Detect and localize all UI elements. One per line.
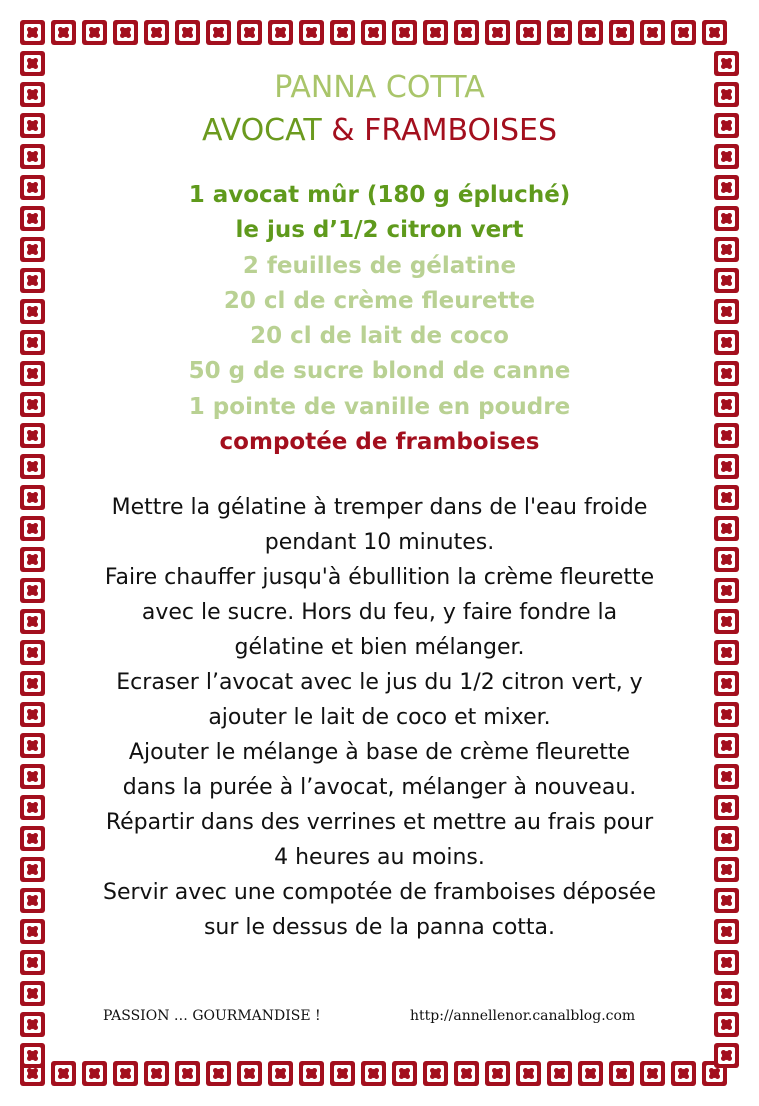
clover-tile-icon	[714, 1012, 739, 1037]
clover-tile-icon	[714, 237, 739, 262]
method-line: Servir avec une compotée de framboises déposée	[103, 880, 656, 905]
clover-tile-icon	[20, 454, 45, 479]
clover-tile-icon	[175, 20, 200, 45]
clover-tile-icon	[20, 392, 45, 417]
title-ampersand: &	[331, 113, 355, 148]
clover-tile-icon	[299, 1061, 324, 1086]
clover-tile-icon	[392, 20, 417, 45]
clover-tile-icon	[714, 330, 739, 355]
clover-tile-icon	[714, 857, 739, 882]
method-line: ajouter le lait de coco et mixer.	[208, 705, 551, 730]
clover-tile-icon	[20, 51, 45, 76]
clover-tile-icon	[20, 826, 45, 851]
clover-tile-icon	[714, 795, 739, 820]
ingredient-item: 20 cl de lait de coco	[250, 323, 509, 350]
clover-tile-icon	[20, 733, 45, 758]
clover-tile-icon	[20, 857, 45, 882]
clover-tile-icon	[20, 640, 45, 665]
clover-tile-icon	[206, 20, 231, 45]
clover-tile-icon	[714, 764, 739, 789]
ingredient-item: 50 g de sucre blond de canne	[188, 358, 571, 385]
clover-tile-icon	[714, 423, 739, 448]
clover-tile-icon	[237, 20, 262, 45]
clover-tile-icon	[113, 1061, 138, 1086]
clover-tile-icon	[714, 485, 739, 510]
clover-tile-icon	[423, 20, 448, 45]
clover-tile-icon	[20, 1012, 45, 1037]
clover-tile-icon	[714, 609, 739, 634]
clover-tile-icon	[714, 113, 739, 138]
method-line: pendant 10 minutes.	[264, 530, 495, 555]
clover-tile-icon	[640, 1061, 665, 1086]
footer-url: http://annellenor.canalblog.com	[410, 1008, 636, 1024]
clover-tile-icon	[20, 175, 45, 200]
ingredient-item: 1 avocat mûr (180 g épluché)	[188, 182, 571, 208]
clover-tile-icon	[547, 1061, 572, 1086]
clover-tile-icon	[714, 268, 739, 293]
ingredient-item: 2 feuilles de gélatine	[242, 252, 517, 279]
method-line: Ajouter le mélange à base de crème fleurette	[128, 740, 631, 765]
clover-tile-icon	[714, 547, 739, 572]
clover-tile-icon	[714, 516, 739, 541]
clover-tile-icon	[330, 20, 355, 45]
clover-tile-icon	[392, 1061, 417, 1086]
clover-tile-icon	[361, 1061, 386, 1086]
clover-tile-icon	[20, 1043, 45, 1068]
clover-tile-icon	[714, 1043, 739, 1068]
clover-tile-icon	[361, 20, 386, 45]
clover-tile-icon	[20, 950, 45, 975]
clover-tile-icon	[640, 20, 665, 45]
clover-tile-icon	[20, 702, 45, 727]
clover-tile-icon	[20, 919, 45, 944]
clover-tile-icon	[609, 1061, 634, 1086]
ingredient-item: 1 pointe de vanille en poudre	[188, 393, 571, 420]
clover-tile-icon	[714, 51, 739, 76]
clover-tile-icon	[51, 1061, 76, 1086]
clover-tile-icon	[714, 361, 739, 386]
clover-tile-icon	[714, 702, 739, 727]
clover-tile-icon	[714, 733, 739, 758]
title-framboises: FRAMBOISES	[364, 113, 558, 148]
clover-tile-icon	[20, 206, 45, 231]
clover-tile-icon	[714, 671, 739, 696]
clover-tile-icon	[714, 578, 739, 603]
clover-tile-icon	[299, 20, 324, 45]
clover-tile-icon	[20, 578, 45, 603]
clover-tile-icon	[268, 20, 293, 45]
method-line: Faire chauffer jusqu'à ébullition la crème fleurette	[104, 565, 655, 590]
clover-tile-icon	[702, 20, 727, 45]
clover-tile-icon	[20, 888, 45, 913]
clover-tile-icon	[20, 237, 45, 262]
clover-tile-icon	[485, 1061, 510, 1086]
clover-tile-icon	[20, 113, 45, 138]
clover-tile-icon	[516, 20, 541, 45]
clover-tile-icon	[206, 1061, 231, 1086]
method-line: gélatine et bien mélanger.	[234, 635, 525, 660]
clover-tile-icon	[714, 950, 739, 975]
method-line: sur le dessus de la panna cotta.	[203, 915, 556, 940]
ingredient-list	[55, 178, 704, 460]
ingredient-item: 20 cl de crème fleurette	[223, 287, 536, 314]
clover-tile-icon	[714, 888, 739, 913]
clover-tile-icon	[578, 1061, 603, 1086]
clover-tile-icon	[547, 20, 572, 45]
clover-tile-icon	[714, 175, 739, 200]
clover-tile-icon	[113, 20, 138, 45]
clover-tile-icon	[144, 20, 169, 45]
clover-tile-icon	[20, 423, 45, 448]
title-avocat: AVOCAT	[201, 113, 322, 148]
clover-tile-icon	[714, 206, 739, 231]
method-line: Ecraser l’avocat avec le jus du 1/2 citron vert, y	[116, 670, 643, 695]
title-line-2	[55, 113, 704, 149]
clover-tile-icon	[51, 20, 76, 45]
clover-tile-icon	[20, 516, 45, 541]
clover-tile-icon	[20, 764, 45, 789]
clover-tile-icon	[20, 144, 45, 169]
method-line: Mettre la gélatine à tremper dans de l'eau froide	[111, 495, 648, 520]
clover-tile-icon	[20, 330, 45, 355]
clover-tile-icon	[20, 299, 45, 324]
method-line: dans la purée à l’avocat, mélanger à nouveau.	[122, 775, 637, 800]
clover-tile-icon	[20, 361, 45, 386]
clover-tile-icon	[578, 20, 603, 45]
clover-tile-icon	[516, 1061, 541, 1086]
method-line: avec le sucre. Hors du feu, y faire fondre la	[141, 600, 618, 625]
clover-tile-icon	[20, 671, 45, 696]
clover-tile-icon	[330, 1061, 355, 1086]
method-text	[55, 490, 704, 945]
clover-tile-icon	[20, 82, 45, 107]
clover-tile-icon	[671, 1061, 696, 1086]
clover-tile-icon	[454, 20, 479, 45]
clover-tile-icon	[20, 795, 45, 820]
clover-tile-icon	[268, 1061, 293, 1086]
title-line-1: PANNA COTTA	[274, 70, 485, 105]
clover-tile-icon	[714, 454, 739, 479]
method-line: 4 heures au moins.	[274, 845, 485, 870]
clover-tile-icon	[20, 20, 45, 45]
clover-tile-icon	[20, 981, 45, 1006]
ingredient-item: le jus d’1/2 citron vert	[235, 217, 524, 244]
clover-tile-icon	[20, 547, 45, 572]
clover-tile-icon	[82, 20, 107, 45]
footer-tagline: PASSION … GOURMANDISE !	[103, 1008, 321, 1024]
clover-tile-icon	[237, 1061, 262, 1086]
clover-tile-icon	[609, 20, 634, 45]
method-line: Répartir dans des verrines et mettre au frais pour	[105, 810, 654, 835]
clover-tile-icon	[454, 1061, 479, 1086]
ingredient-item: compotée de framboises	[219, 429, 540, 456]
clover-tile-icon	[714, 981, 739, 1006]
clover-tile-icon	[671, 20, 696, 45]
clover-tile-icon	[714, 144, 739, 169]
clover-tile-icon	[82, 1061, 107, 1086]
clover-tile-icon	[20, 609, 45, 634]
clover-tile-icon	[714, 640, 739, 665]
clover-tile-icon	[20, 485, 45, 510]
clover-tile-icon	[144, 1061, 169, 1086]
clover-tile-icon	[714, 826, 739, 851]
clover-tile-icon	[20, 268, 45, 293]
clover-tile-icon	[714, 392, 739, 417]
clover-tile-icon	[714, 919, 739, 944]
clover-tile-icon	[485, 20, 510, 45]
clover-tile-icon	[175, 1061, 200, 1086]
clover-tile-icon	[423, 1061, 448, 1086]
clover-tile-icon	[714, 82, 739, 107]
clover-tile-icon	[714, 299, 739, 324]
